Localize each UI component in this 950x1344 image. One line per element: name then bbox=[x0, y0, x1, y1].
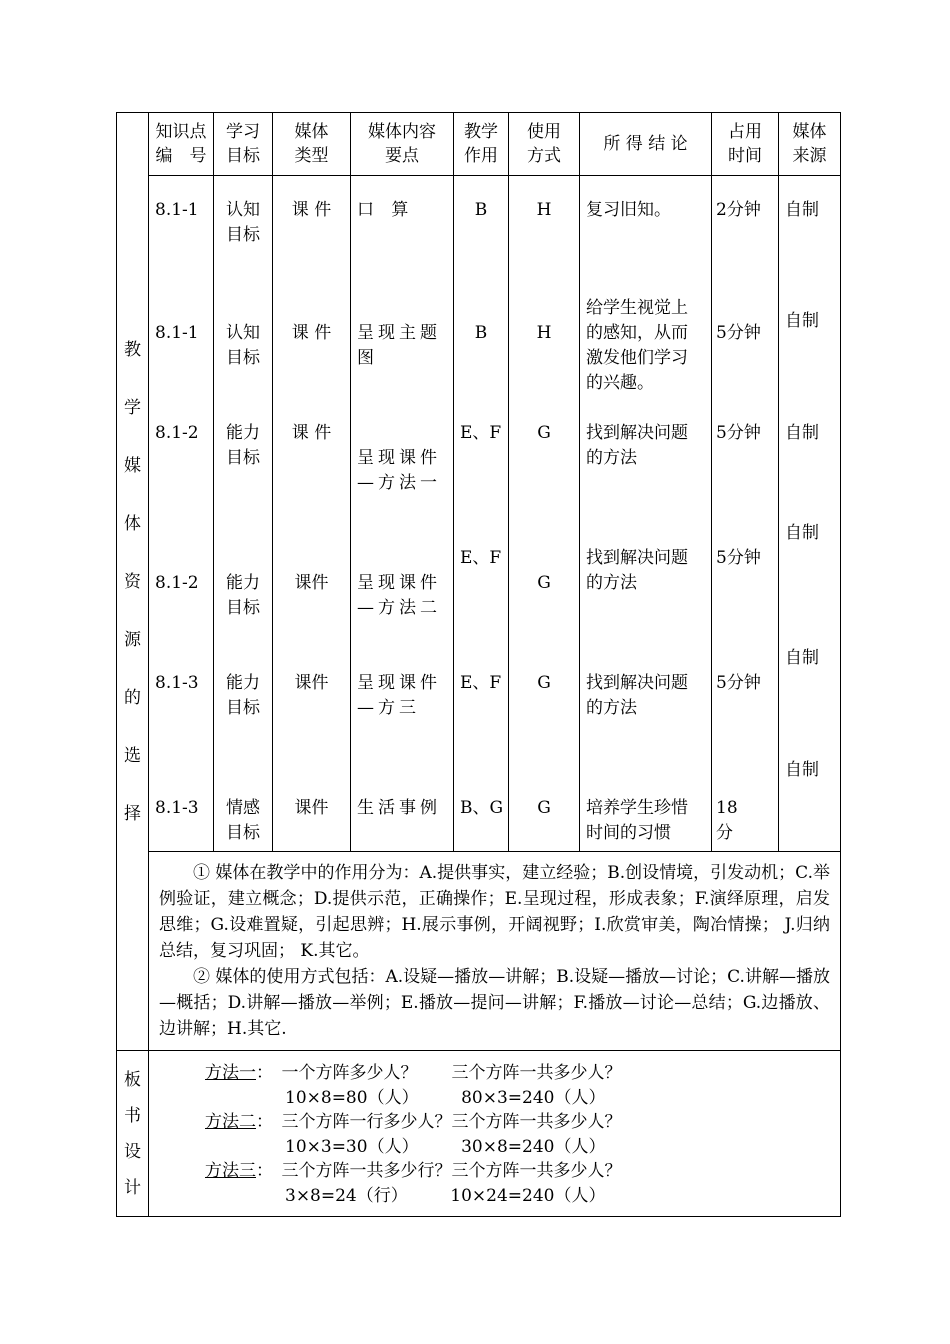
header-time: 占用 时间 bbox=[712, 113, 779, 176]
cell-line: 能力 bbox=[226, 573, 260, 593]
cell-line: 能力 bbox=[226, 423, 260, 443]
row-6-id bbox=[155, 796, 199, 821]
cell-line: G bbox=[537, 573, 551, 593]
row-4-goal bbox=[214, 571, 272, 621]
cell-line: 8.1-2 bbox=[155, 423, 199, 443]
side-label-char: 的 bbox=[124, 687, 141, 708]
col-conclusion bbox=[580, 176, 712, 852]
cell-line: 自制 bbox=[785, 523, 819, 543]
board-question: ： 一个方阵多少人？ 三个方阵一共多少人？ bbox=[256, 1063, 622, 1083]
col-source bbox=[779, 176, 841, 852]
cell-line: H bbox=[536, 323, 552, 343]
cell-line: 认知 bbox=[226, 200, 260, 220]
side-label-char: 体 bbox=[124, 513, 141, 534]
cell-line: 生活事例 bbox=[357, 798, 441, 818]
col-time bbox=[712, 176, 779, 852]
cell-line: 课 件 bbox=[291, 200, 332, 220]
cell-line: 目标 bbox=[226, 448, 260, 468]
row-5-usage bbox=[509, 671, 579, 696]
row-1-content bbox=[357, 198, 449, 223]
row-5-id bbox=[155, 671, 199, 696]
row-2-time bbox=[716, 321, 761, 346]
section-label-board bbox=[117, 1051, 149, 1217]
row-1-id bbox=[155, 198, 199, 223]
board-question: ： 三个方阵一行多少人？三个方阵一共多少人？ bbox=[256, 1112, 622, 1132]
board-method-label: 方法二 bbox=[205, 1112, 256, 1132]
cell-line: 找到解决问题 bbox=[586, 423, 688, 443]
cell-line: 分 bbox=[716, 823, 733, 843]
cell-line: 呈现主题 bbox=[357, 323, 441, 343]
row-6-goal bbox=[214, 796, 272, 846]
board-calculation: 3×8=24（行） 10×24=240（人） bbox=[285, 1185, 606, 1206]
row-3-usage bbox=[509, 421, 579, 446]
row-6-type bbox=[273, 796, 350, 821]
cell-line: 自制 bbox=[785, 648, 819, 668]
note-media-usage: ② 媒体的使用方式包括：A.设疑—播放—讲解；B.设疑—播放—讨论；C.讲解—播放—概括；D.讲解—播放—举例；E.播放—提问—讲解；F.播放—讨论—总结；G.边播放、边讲解；H.其它. bbox=[159, 967, 830, 1039]
cell-line: E、F bbox=[460, 423, 502, 443]
cell-line: 5分钟 bbox=[716, 548, 761, 568]
row-4-type bbox=[273, 571, 350, 596]
cell-line: 的兴趣。 bbox=[586, 373, 654, 393]
header-usage: 使用 方式 bbox=[509, 113, 580, 176]
side-label-char: 书 bbox=[124, 1105, 141, 1126]
row-1-src bbox=[785, 198, 819, 223]
row-3-time bbox=[716, 421, 761, 446]
row-3-src bbox=[785, 421, 819, 446]
row-5-goal bbox=[214, 671, 272, 721]
row-2-src bbox=[785, 309, 819, 334]
cell-line: 图 bbox=[357, 348, 378, 368]
side-label-char: 源 bbox=[124, 629, 141, 650]
board-calculation: 10×8=80（人） 80×3=240（人） bbox=[285, 1087, 606, 1108]
side-label-char: 教 bbox=[124, 339, 141, 360]
row-2-content bbox=[357, 321, 449, 371]
cell-line: H bbox=[536, 200, 552, 220]
cell-line: 呈现课件 bbox=[357, 573, 441, 593]
side-label-char: 媒 bbox=[124, 455, 141, 476]
row-4-src bbox=[785, 521, 819, 546]
row-4-content bbox=[357, 571, 449, 621]
row-6-content bbox=[357, 796, 449, 821]
row-4-conc bbox=[586, 546, 688, 596]
board-question: ： 三个方阵一共多少行？三个方阵一共多少人？ bbox=[256, 1161, 622, 1181]
cell-line: 8.1-2 bbox=[155, 573, 199, 593]
cell-line: G bbox=[537, 798, 551, 818]
side-label-char: 选 bbox=[124, 745, 141, 766]
cell-line: 的感知，从而 bbox=[586, 323, 688, 343]
cell-line: 目标 bbox=[226, 348, 260, 368]
header-media-type: 媒体 类型 bbox=[273, 113, 351, 176]
row-3-role bbox=[460, 421, 501, 446]
cell-line: 自制 bbox=[785, 311, 819, 331]
cell-line: 能力 bbox=[226, 673, 260, 693]
row-3-conc bbox=[586, 421, 688, 471]
row-1-conc bbox=[586, 198, 671, 223]
cell-line: 5分钟 bbox=[716, 423, 761, 443]
cell-line: 5分钟 bbox=[716, 673, 761, 693]
row-6-conc bbox=[586, 796, 688, 846]
cell-line: 的方法 bbox=[586, 448, 637, 468]
row-1-goal bbox=[214, 198, 272, 248]
side-label-char: 设 bbox=[124, 1141, 141, 1162]
side-label-char: 择 bbox=[124, 803, 141, 824]
cell-line: 自制 bbox=[785, 760, 819, 780]
cell-line: 的方法 bbox=[586, 573, 637, 593]
cell-line: B bbox=[474, 200, 488, 220]
side-label-char: 板 bbox=[124, 1069, 141, 1090]
cell-line: 目标 bbox=[226, 598, 260, 618]
cell-line: 自制 bbox=[785, 423, 819, 443]
cell-line: 自制 bbox=[785, 200, 819, 220]
cell-line: 课 件 bbox=[291, 323, 332, 343]
col-id bbox=[149, 176, 214, 852]
header-content: 媒体内容 要点 bbox=[351, 113, 454, 176]
row-4-role bbox=[460, 546, 501, 571]
row-1-role bbox=[454, 198, 508, 223]
row-2-type bbox=[273, 321, 350, 346]
cell-line: 课件 bbox=[294, 673, 329, 693]
board-design-cell bbox=[149, 1051, 841, 1217]
board-method-label: 方法三 bbox=[205, 1161, 256, 1181]
row-2-usage bbox=[509, 321, 579, 346]
cell-line: 18 bbox=[716, 798, 738, 818]
col-goal bbox=[214, 176, 273, 852]
board-method-line bbox=[205, 1061, 832, 1086]
cell-line: —方法二 bbox=[357, 598, 441, 618]
row-1-usage bbox=[509, 198, 579, 223]
row-2-conc bbox=[586, 296, 688, 396]
cell-line: 8.1-3 bbox=[155, 798, 199, 818]
cell-line: 激发他们学习 bbox=[586, 348, 688, 368]
cell-line: 课件 bbox=[294, 798, 329, 818]
cell-line: 5分钟 bbox=[716, 323, 761, 343]
board-method-label: 方法一 bbox=[205, 1063, 256, 1083]
board-method-line bbox=[205, 1110, 832, 1135]
row-5-time bbox=[716, 671, 761, 696]
cell-line: 找到解决问题 bbox=[586, 548, 688, 568]
cell-line: —方法一 bbox=[357, 473, 441, 493]
notes-cell bbox=[149, 852, 841, 1051]
row-5-content bbox=[357, 671, 449, 721]
cell-line: 时间的习惯 bbox=[586, 823, 671, 843]
col-type bbox=[273, 176, 351, 852]
header-role: 教学 作用 bbox=[454, 113, 509, 176]
cell-line: 认知 bbox=[226, 323, 260, 343]
row-6-usage bbox=[509, 796, 579, 821]
header-goal: 学习 目标 bbox=[214, 113, 273, 176]
side-label-char: 学 bbox=[124, 397, 141, 418]
row-1-type bbox=[273, 198, 350, 223]
cell-line: 目标 bbox=[226, 225, 260, 245]
cell-line: B、G bbox=[460, 798, 504, 818]
cell-line: —方三 bbox=[357, 698, 420, 718]
row-3-goal bbox=[214, 421, 272, 471]
row-5-type bbox=[273, 671, 350, 696]
row-2-id bbox=[155, 321, 199, 346]
cell-line: 目标 bbox=[226, 698, 260, 718]
cell-line: 呈现课件 bbox=[357, 673, 441, 693]
note-media-role: ① 媒体在教学中的作用分为：A.提供事实，建立经验；B.创设情境，引发动机；C.举例验证，建立概念；D.提供示范，正确操作；E.呈现过程，形成表象；F.演绎原理，启发思维；G.设难置疑，引起思辨；H.展示事例，开阔视野；I.欣赏审美，陶冶情操； J.归纳总结，复习巩固； K.其它。 bbox=[159, 863, 830, 961]
cell-line: 8.1-3 bbox=[155, 673, 199, 693]
row-1-time bbox=[716, 198, 761, 223]
col-content bbox=[351, 176, 454, 852]
side-label-char: 计 bbox=[124, 1177, 141, 1198]
cell-line: 口 算 bbox=[357, 200, 415, 220]
cell-line: E、F bbox=[460, 673, 502, 693]
header-source: 媒体 来源 bbox=[779, 113, 841, 176]
row-6-src bbox=[785, 758, 819, 783]
cell-line: 8.1-1 bbox=[155, 323, 199, 343]
row-4-usage bbox=[509, 571, 579, 596]
cell-line: 培养学生珍惜 bbox=[586, 798, 688, 818]
cell-line: 8.1-1 bbox=[155, 200, 199, 220]
header-row bbox=[117, 113, 841, 176]
row-3-type bbox=[273, 421, 350, 446]
cell-line: B bbox=[474, 323, 488, 343]
cell-line: 给学生视觉上 bbox=[586, 298, 688, 318]
row-5-role bbox=[460, 671, 501, 696]
row-4-id bbox=[155, 571, 199, 596]
row-3-content bbox=[357, 446, 449, 496]
header-conclusion: 所 得 结 论 bbox=[580, 113, 712, 176]
cell-line: 情感 bbox=[226, 798, 260, 818]
col-role bbox=[454, 176, 509, 852]
col-usage bbox=[509, 176, 580, 852]
row-2-role bbox=[454, 321, 508, 346]
cell-line: E、F bbox=[460, 548, 502, 568]
cell-line: 2分钟 bbox=[716, 200, 761, 220]
board-calculation: 10×3=30（人） 30×8=240（人） bbox=[285, 1136, 606, 1157]
board-method-line bbox=[205, 1159, 832, 1184]
row-5-src bbox=[785, 646, 819, 671]
cell-line: G bbox=[537, 673, 551, 693]
row-2-goal bbox=[214, 321, 272, 371]
cell-line: 的方法 bbox=[586, 698, 637, 718]
cell-line: 课 件 bbox=[291, 423, 332, 443]
cell-line: 找到解决问题 bbox=[586, 673, 688, 693]
cell-line: 呈现课件 bbox=[357, 448, 441, 468]
cell-line: G bbox=[537, 423, 551, 443]
board-row bbox=[117, 1051, 841, 1217]
cell-line: 目标 bbox=[226, 823, 260, 843]
body-row bbox=[117, 176, 841, 852]
row-6-role bbox=[460, 796, 503, 821]
header-id: 知识点 编 号 bbox=[149, 113, 214, 176]
notes-row bbox=[117, 852, 841, 1051]
side-label-char: 资 bbox=[124, 571, 141, 592]
row-4-time bbox=[716, 546, 761, 571]
cell-line: 课件 bbox=[294, 573, 329, 593]
section-label-media bbox=[117, 113, 149, 1051]
row-3-id bbox=[155, 421, 199, 446]
row-5-conc bbox=[586, 671, 688, 721]
cell-line: 复习旧知。 bbox=[586, 200, 671, 220]
row-6-time bbox=[716, 796, 738, 846]
lesson-plan-table bbox=[116, 112, 841, 1217]
